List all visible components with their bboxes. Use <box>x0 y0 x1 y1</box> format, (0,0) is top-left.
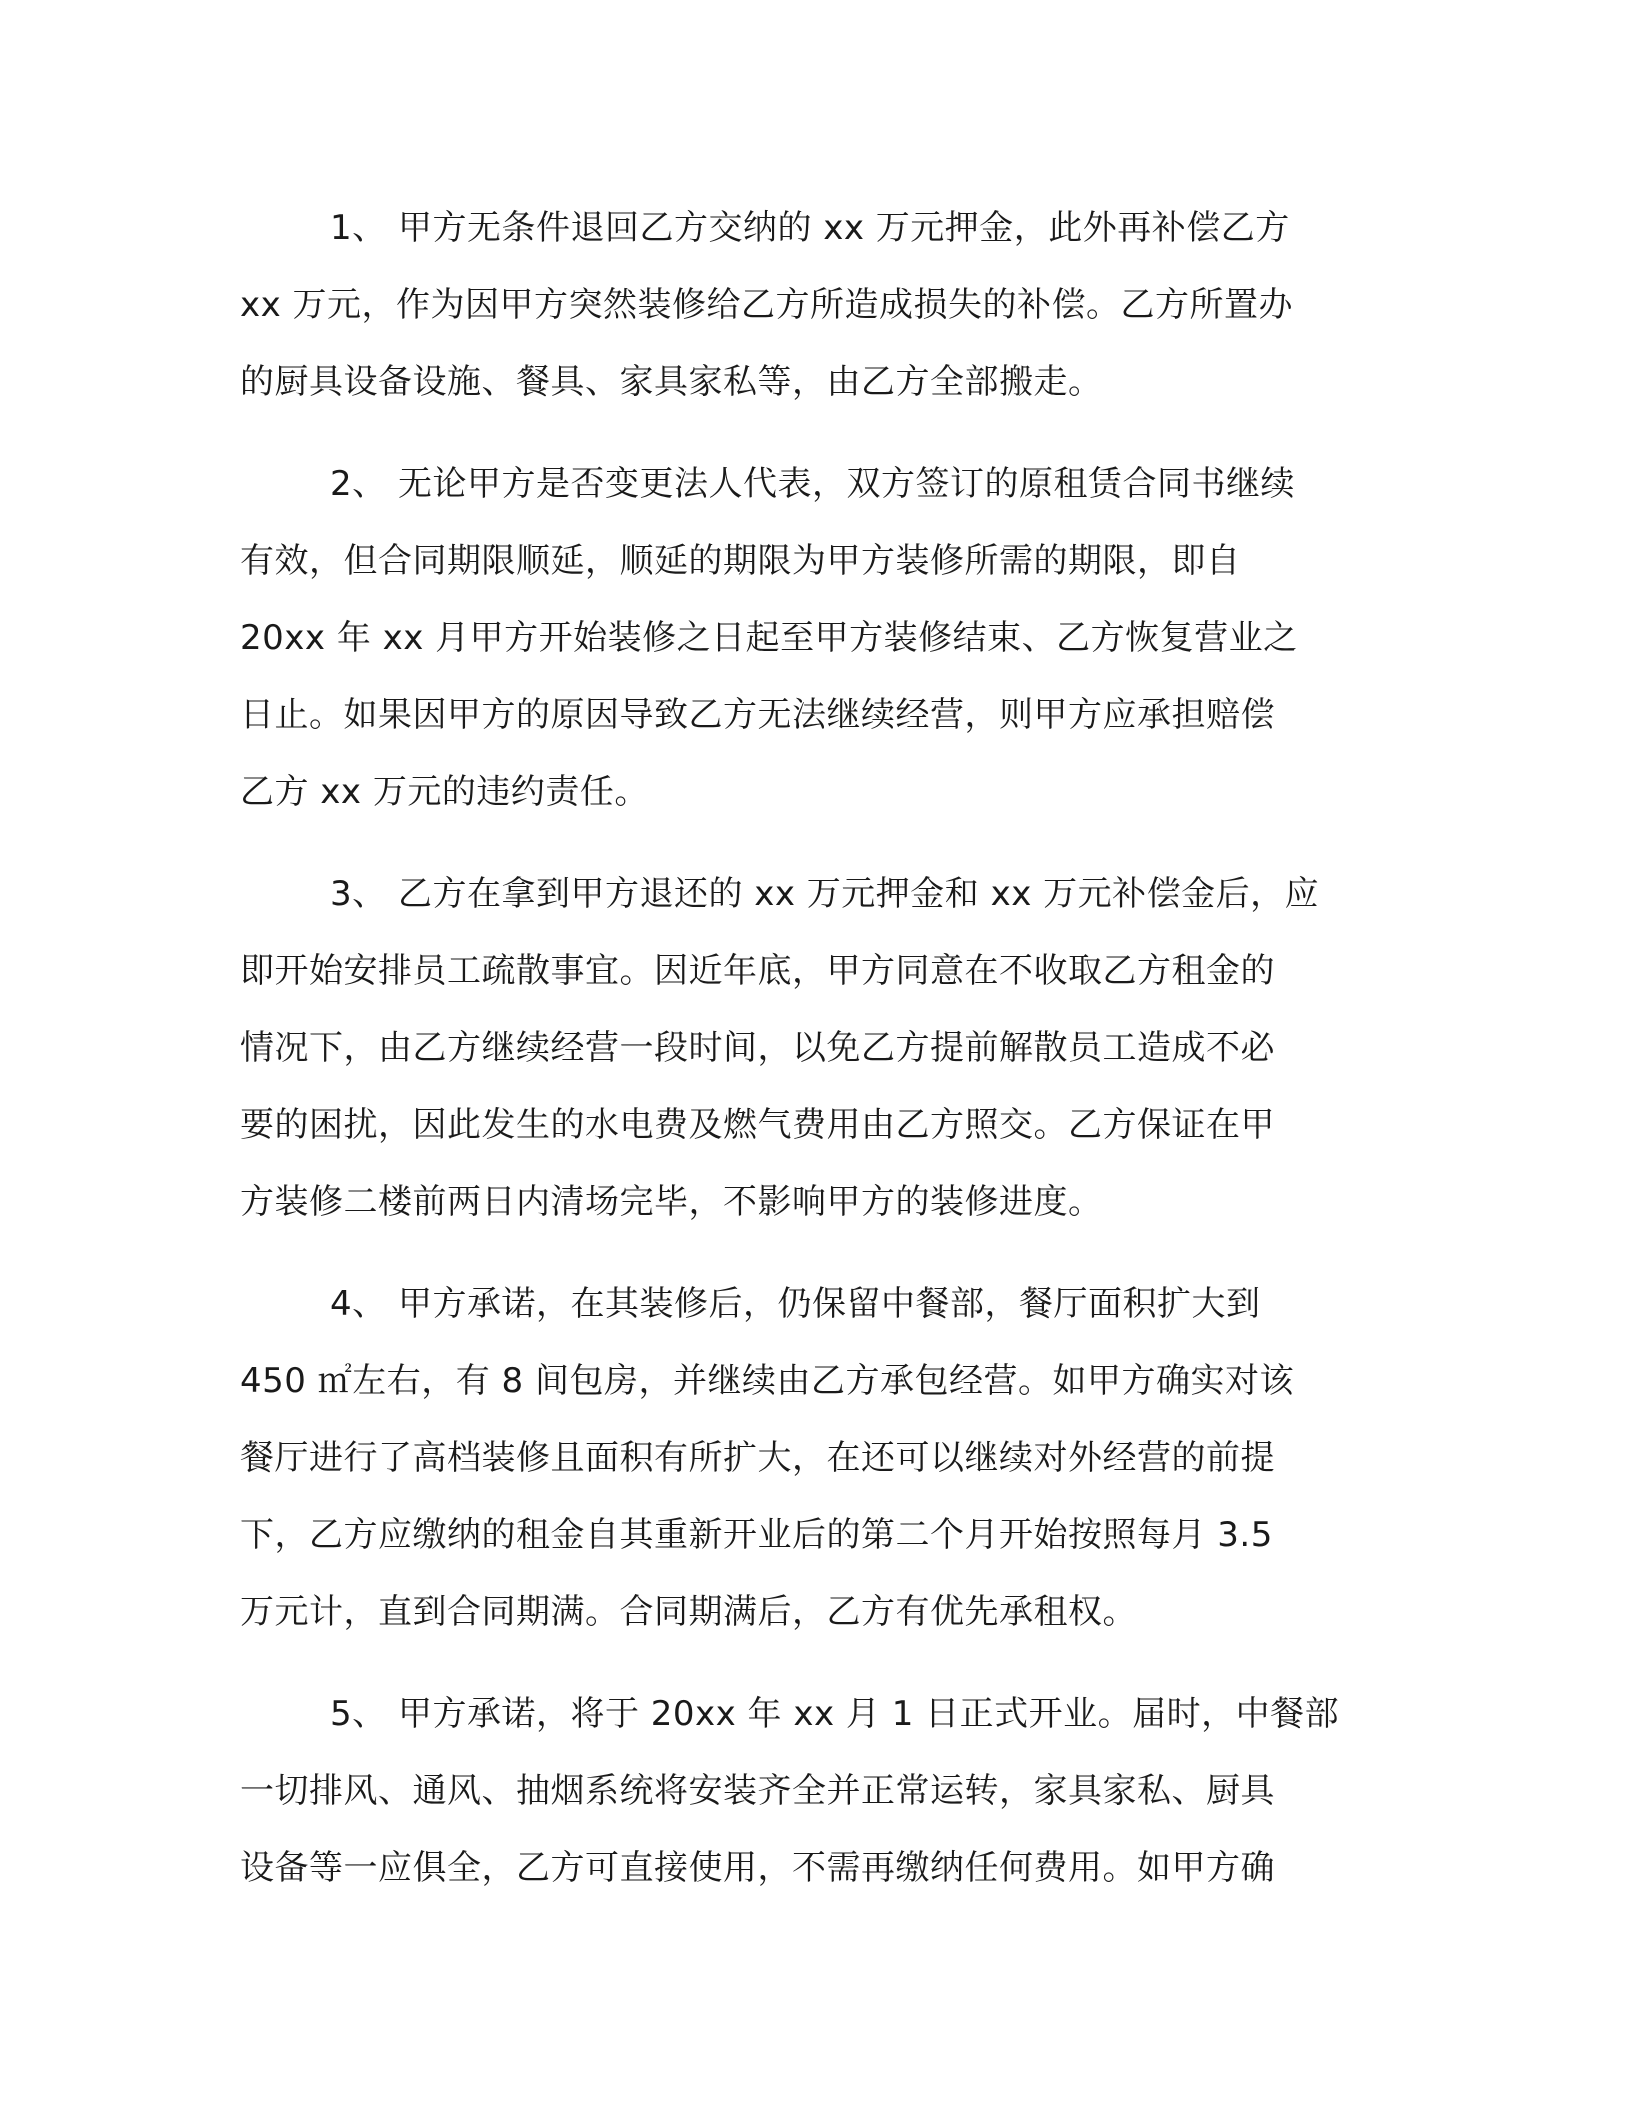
text-line: 情况下，由乙方继续经营一段时间，以免乙方提前解散员工造成不必 <box>240 1028 1275 1068</box>
text-line: 一切排风、通风、抽烟系统将安装齐全并正常运转，家具家私、厨具 <box>240 1771 1275 1811</box>
clause-4 <box>240 1266 1380 1651</box>
text-line: 日止。如果因甲方的原因导致乙方无法继续经营，则甲方应承担赔偿 <box>240 695 1275 735</box>
text-line: xx 万元，作为因甲方突然装修给乙方所造成损失的补偿。乙方所置办 <box>240 285 1294 325</box>
text-line: 乙方 xx 万元的违约责任。 <box>240 772 649 812</box>
clause-2 <box>240 446 1380 831</box>
text-line: 的厨具设备设施、餐具、家具家私等，由乙方全部搬走。 <box>240 362 1103 402</box>
clause-1 <box>240 190 1380 421</box>
text-line: 方装修二楼前两日内清场完毕，不影响甲方的装修进度。 <box>240 1182 1103 1222</box>
text-line: 2、 无论甲方是否变更法人代表，双方签订的原租赁合同书继续 <box>330 464 1295 504</box>
text-line: 万元计，直到合同期满。合同期满后，乙方有优先承租权。 <box>240 1592 1137 1632</box>
text-line: 1、 甲方无条件退回乙方交纳的 xx 万元押金，此外再补偿乙方 <box>330 208 1290 248</box>
text-line: 下，乙方应缴纳的租金自其重新开业后的第二个月开始按照每月 3.5 <box>240 1515 1273 1555</box>
document-body <box>240 190 1380 1932</box>
text-line: 即开始安排员工疏散事宜。因近年底，甲方同意在不收取乙方租金的 <box>240 951 1275 991</box>
clause-3 <box>240 856 1380 1241</box>
clause-5 <box>240 1676 1380 1907</box>
text-line: 要的困扰，因此发生的水电费及燃气费用由乙方照交。乙方保证在甲 <box>240 1105 1275 1145</box>
text-line: 有效，但合同期限顺延，顺延的期限为甲方装修所需的期限，即自 <box>240 541 1241 581</box>
text-line: 4、 甲方承诺，在其装修后，仍保留中餐部，餐厅面积扩大到 <box>330 1284 1261 1324</box>
text-line: 3、 乙方在拿到甲方退还的 xx 万元押金和 xx 万元补偿金后，应 <box>330 874 1320 914</box>
text-line: 450 ㎡左右，有 8 间包房，并继续由乙方承包经营。如甲方确实对该 <box>240 1361 1294 1401</box>
text-line: 餐厅进行了高档装修且面积有所扩大，在还可以继续对外经营的前提 <box>240 1438 1275 1478</box>
text-line: 5、 甲方承诺，将于 20xx 年 xx 月 1 日正式开业。届时，中餐部 <box>330 1694 1340 1734</box>
text-line: 设备等一应俱全，乙方可直接使用，不需再缴纳任何费用。如甲方确 <box>240 1848 1275 1888</box>
text-line: 20xx 年 xx 月甲方开始装修之日起至甲方装修结束、乙方恢复营业之 <box>240 618 1298 658</box>
